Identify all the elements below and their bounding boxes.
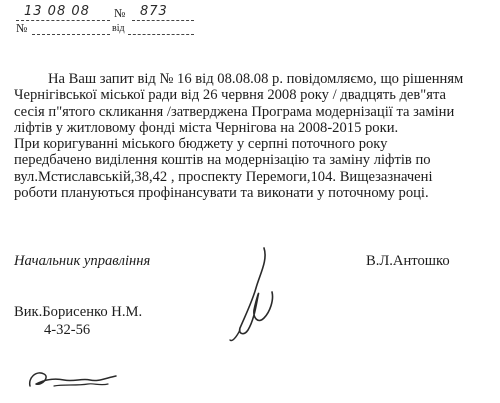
body-line: На Ваш запит від № 16 від 08.08.08 р. повідомляємо, що рішенням: [48, 71, 464, 87]
reference-number-underline: [32, 34, 110, 35]
body-line: сесія п"ятого скликання /затверджена Програма модернізації та заміни: [14, 103, 455, 120]
executor-name: Вик.Борисенко Н.М.: [14, 304, 143, 320]
reference-date-label: від: [112, 23, 125, 34]
handwritten-initials: [24, 360, 124, 394]
body-line: вул.Мстиславській,38,42 , проспекту Перемоги,104. Вищезазначені: [14, 168, 433, 185]
handwritten-date: 13 08 08: [24, 4, 90, 19]
document-header: [16, 2, 216, 36]
number-label: №: [114, 6, 126, 20]
body-line: передбачено виділення коштів на модернізацію та заміну ліфтів по: [14, 152, 431, 169]
executor-info: [14, 303, 142, 339]
body-line: При коригуванні міського бюджету у серпні поточного року: [14, 136, 388, 153]
body-line: Чернігівської міської ради від 26 червня 2008 року / двадцять дев"ята: [14, 87, 447, 104]
date-underline: [16, 20, 110, 21]
signer-name: В.Л.Антошко: [366, 253, 450, 269]
executor-phone: 4-32-56: [44, 322, 91, 338]
number-underline: [132, 20, 194, 21]
reference-date-underline: [128, 34, 194, 35]
letter-body: [14, 71, 494, 201]
signer-title: Начальник управління: [14, 253, 151, 269]
handwritten-number: 873: [140, 4, 168, 19]
handwritten-signature: [226, 244, 286, 344]
body-line: роботи плануються профінансувати та виконати у поточному році.: [14, 185, 429, 202]
reference-number-label: №: [16, 21, 28, 35]
body-line: ліфтів у житловому фонді міста Чернігова на 2008-2015 роки.: [14, 119, 399, 136]
